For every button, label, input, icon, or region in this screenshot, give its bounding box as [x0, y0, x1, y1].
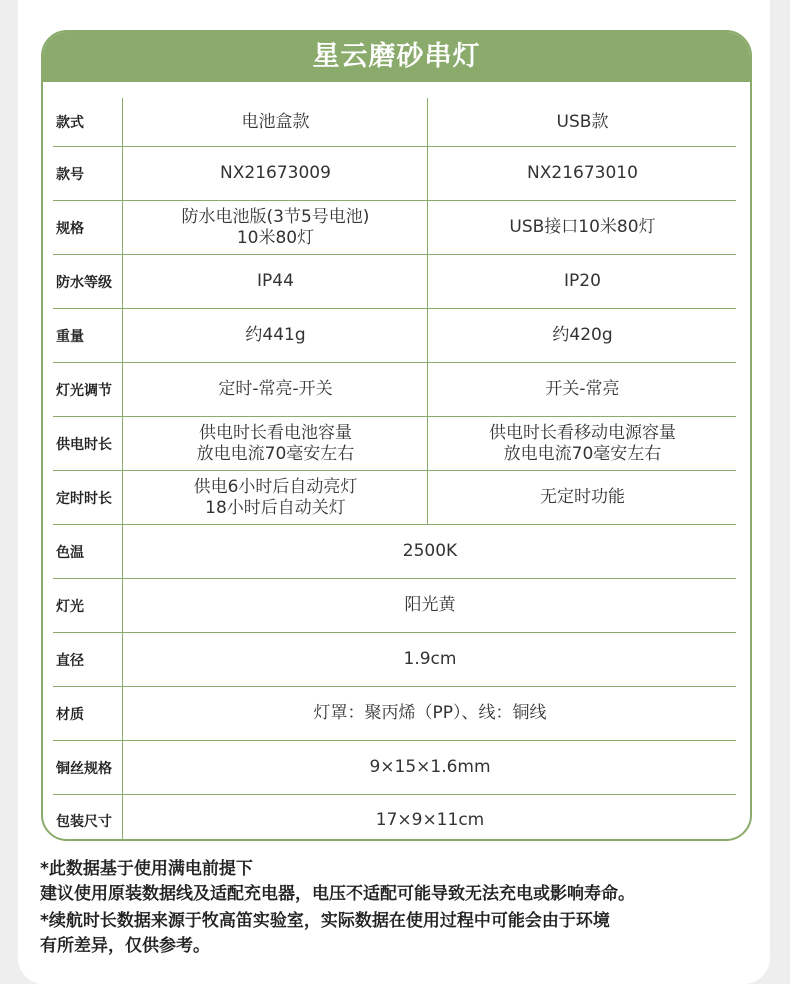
spec-table: [53, 98, 736, 841]
cell-usb-model: 约420g: [427, 309, 737, 362]
footnotes: [40, 857, 740, 961]
cell-shared: 9×15×1.6mm: [122, 741, 737, 794]
table-row: [53, 201, 736, 255]
cell-shared: 17×9×11cm: [122, 795, 737, 841]
table-row: [53, 255, 736, 309]
cell-usb-model: IP20: [427, 255, 737, 308]
footnote-charging: *此数据基于使用满电前提下 建议使用原装数据线及适配充电器，电压不适配可能导致无法充电或影响寿命。: [40, 859, 635, 904]
cell-usb-model: USB款: [427, 98, 737, 146]
footnote-endurance: *续航时长数据来源于牧高笛实验室，实际数据在使用过程中可能会由于环境 有所差异，仅供参考。: [40, 911, 610, 956]
cell-battery-model: IP44: [122, 255, 428, 308]
table-row: [53, 98, 736, 147]
cell-battery-model: 约441g: [122, 309, 428, 362]
row-label: 供电时长: [56, 436, 112, 453]
cell-shared: 阳光黄: [122, 579, 737, 632]
row-label: 铜丝规格: [56, 760, 112, 777]
spec-card: [41, 30, 752, 841]
cell-usb-model: NX21673010: [427, 147, 737, 200]
table-row: [53, 741, 736, 795]
row-label: 灯光调节: [56, 382, 112, 399]
cell-battery-model: 供电时长看电池容量 放电电流70毫安左右: [122, 417, 428, 470]
cell-shared: 1.9cm: [122, 633, 737, 686]
table-row: [53, 471, 736, 525]
row-label: 规格: [56, 220, 84, 237]
cell-usb-model: 供电时长看移动电源容量 放电电流70毫安左右: [427, 417, 737, 470]
table-row: [53, 417, 736, 471]
cell-usb-model: USB接口10米80灯: [427, 201, 737, 254]
table-row: [53, 525, 736, 579]
table-row: [53, 147, 736, 201]
table-row: [53, 687, 736, 741]
cell-shared: 灯罩：聚丙烯（PP）、线：铜线: [122, 687, 737, 740]
row-label: 材质: [56, 706, 84, 723]
table-row: [53, 309, 736, 363]
cell-battery-model: 定时-常亮-开关: [122, 363, 428, 416]
row-label: 灯光: [56, 598, 84, 615]
cell-battery-model: 防水电池版(3节5号电池) 10米80灯: [122, 201, 428, 254]
cell-usb-model: 无定时功能: [427, 471, 737, 524]
row-label: 款式: [56, 115, 84, 131]
table-row: [53, 579, 736, 633]
cell-battery-model: 供电6小时后自动亮灯 18小时后自动关灯: [122, 471, 428, 524]
row-label: 色温: [56, 544, 84, 561]
cell-shared: 2500K: [122, 525, 737, 578]
row-label: 直径: [56, 652, 84, 669]
table-row: [53, 363, 736, 417]
table-row: [53, 633, 736, 687]
row-label: 定时时长: [56, 490, 112, 507]
row-label: 款号: [56, 166, 84, 183]
row-label: 包装尺寸: [56, 813, 112, 830]
product-title: 星云磨砂串灯: [43, 32, 750, 82]
cell-battery-model: NX21673009: [122, 147, 428, 200]
cell-usb-model: 开关-常亮: [427, 363, 737, 416]
cell-battery-model: 电池盒款: [122, 98, 428, 146]
row-label: 重量: [56, 328, 84, 345]
table-row: [53, 795, 736, 841]
row-label: 防水等级: [56, 274, 112, 291]
